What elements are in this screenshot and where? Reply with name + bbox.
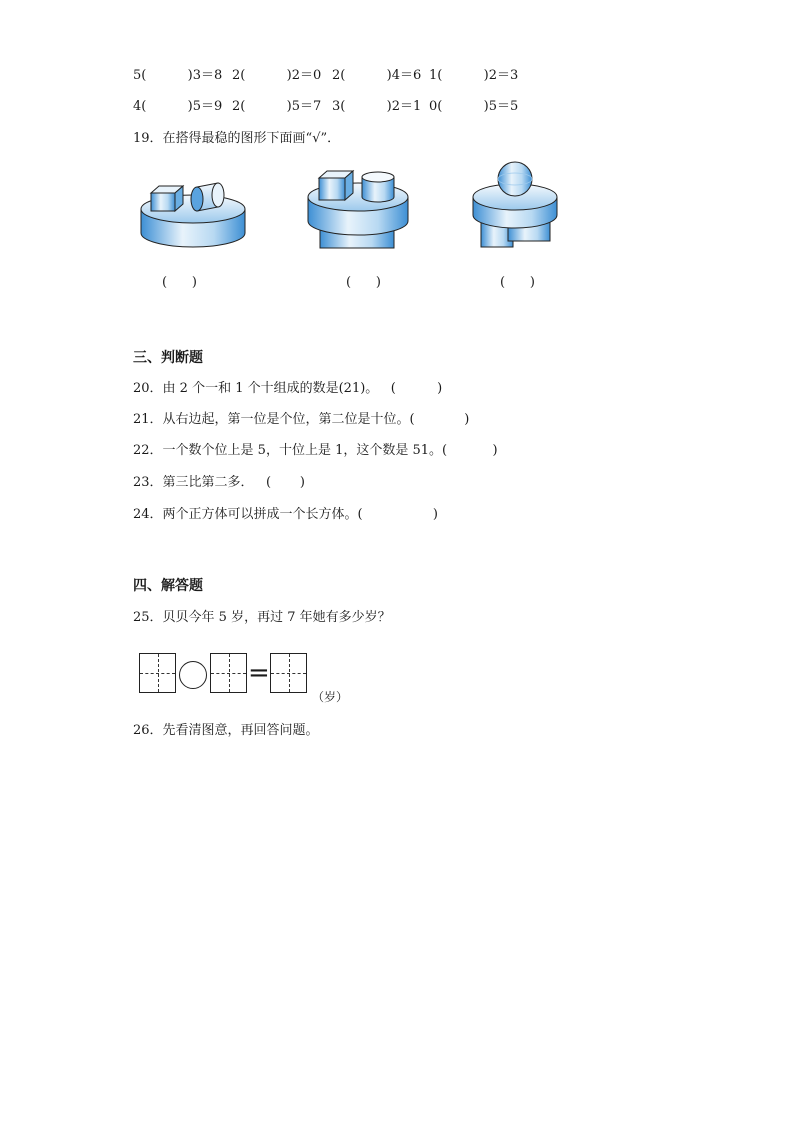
question-20: 20．由 2 个一和 1 个十组成的数是(21)。 ( ) — [133, 381, 443, 396]
stacking-figures — [130, 155, 560, 265]
equation-2-3: 3( )2＝1 — [332, 99, 422, 114]
answer-paren-2[interactable]: ( ) — [346, 275, 381, 290]
answer-box-3[interactable] — [270, 653, 307, 693]
question-22: 22．一个数个位上是 5，十位上是 1，这个数是 51。( ) — [133, 443, 498, 458]
equation-1-2: 2( )2＝0 — [232, 68, 322, 83]
figure-3 — [473, 162, 557, 247]
question-24: 24．两个正方体可以拼成一个长方体。( ) — [133, 507, 438, 522]
question-19: 19．在搭得最稳的图形下面画“√”． — [133, 131, 341, 146]
equation-1-4: 1( )2＝3 — [429, 68, 519, 83]
section-4-title: 四、解答题 — [133, 578, 203, 594]
question-25: 25．贝贝今年 5 岁，再过 7 年她有多少岁？ — [133, 610, 391, 625]
answer-box-1[interactable] — [139, 653, 176, 693]
question-21: 21．从右边起，第一位是个位，第二位是十位。( ) — [133, 412, 470, 427]
answer-paren-1[interactable]: ( ) — [162, 275, 197, 290]
question-23: 23．第三比第二多． ( ) — [133, 475, 306, 490]
figure-2 — [308, 171, 408, 248]
equation-1-3: 2( )4＝6 — [332, 68, 422, 83]
operator-circle[interactable] — [179, 661, 207, 689]
figure-1 — [141, 183, 245, 247]
equation-2-1: 4( )5＝9 — [133, 99, 223, 114]
answer-paren-3[interactable]: ( ) — [500, 275, 535, 290]
unit-label: （岁） — [312, 690, 349, 704]
equals-sign: = — [248, 658, 270, 688]
equation-2-4: 0( )5＝5 — [429, 99, 519, 114]
question-26: 26．先看清图意，再回答问题。 — [133, 723, 319, 738]
section-3-title: 三、判断题 — [133, 350, 203, 366]
answer-box-2[interactable] — [210, 653, 247, 693]
equation-2-2: 2( )5＝7 — [232, 99, 322, 114]
equation-1-1: 5( )3＝8 — [133, 68, 223, 83]
